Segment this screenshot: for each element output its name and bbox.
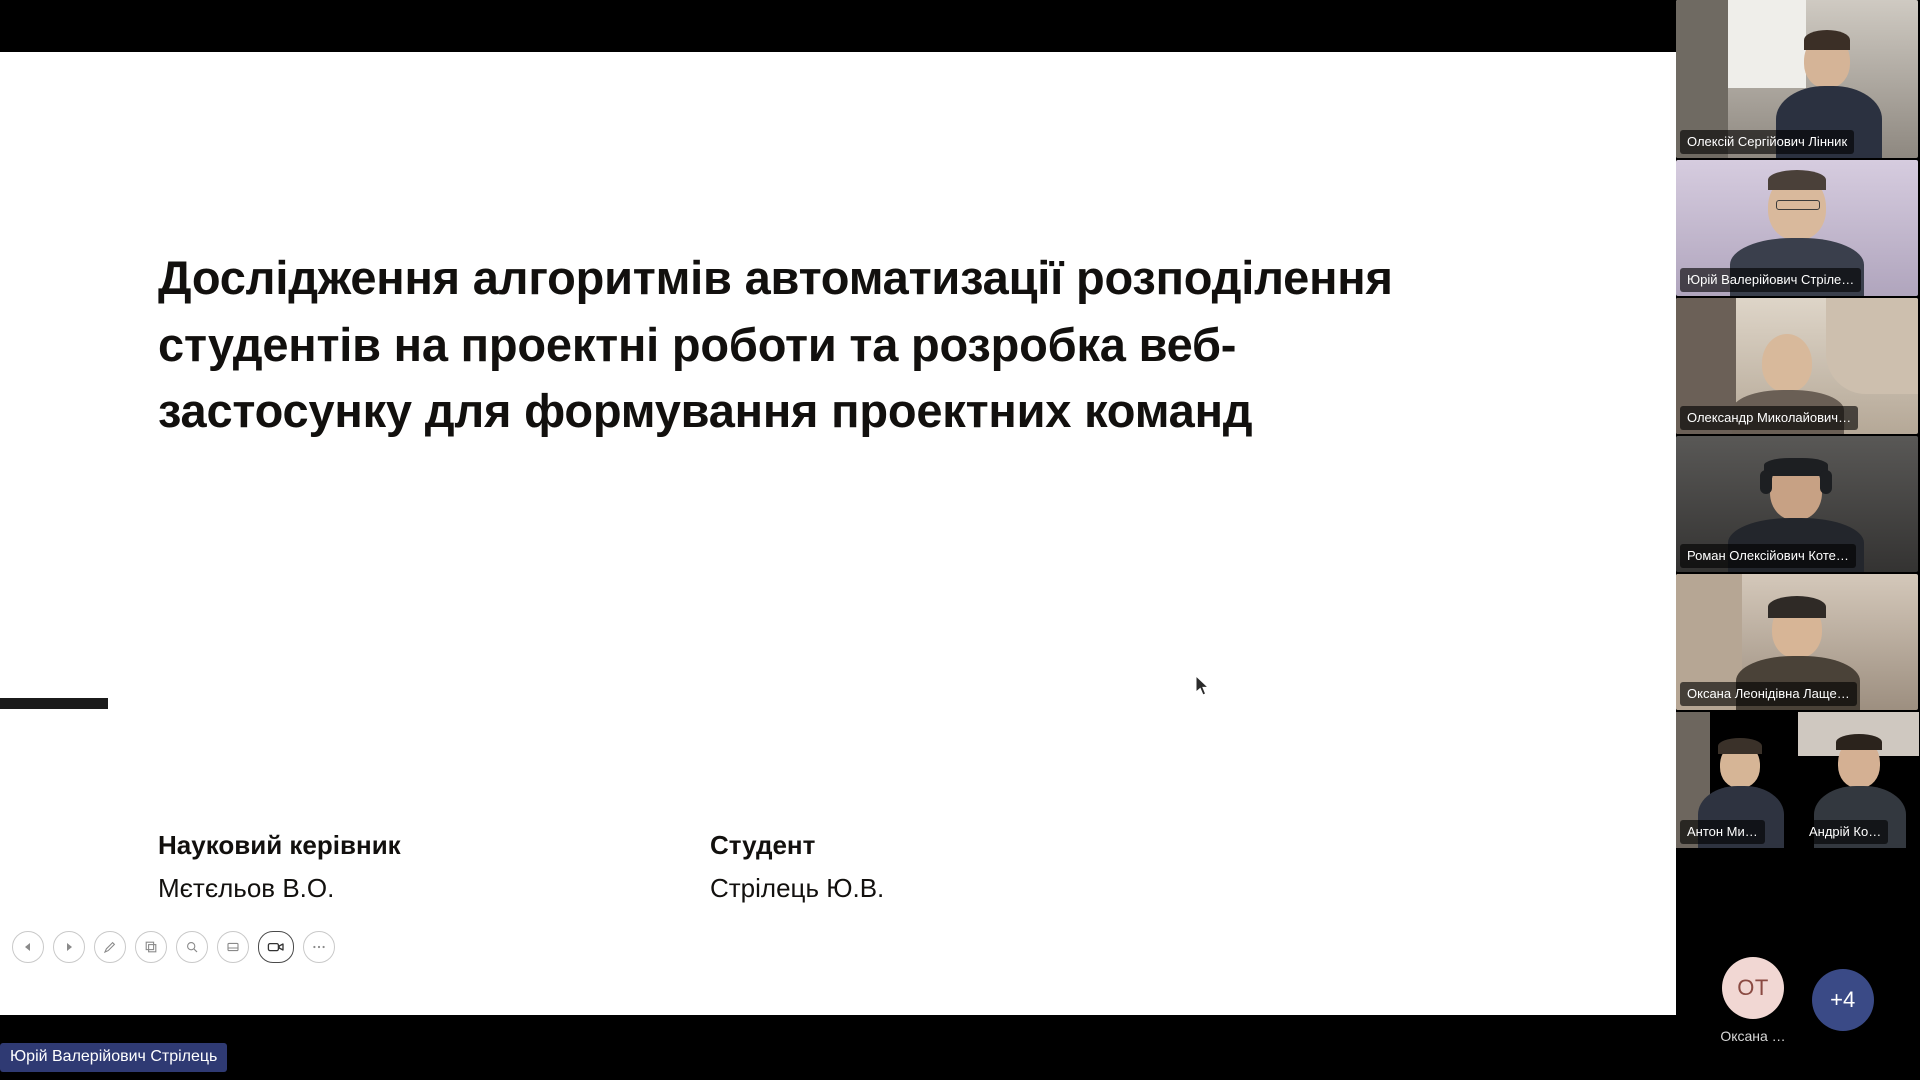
slide-credits [158, 830, 1262, 904]
slide-accent-rule [0, 698, 108, 709]
participant-name-chip: Оксана Леонідівна Лаще… [1680, 682, 1857, 706]
participant-name-chip: Андрій Ко… [1802, 820, 1888, 844]
participant-name-chip: Антон Ми… [1680, 820, 1765, 844]
previous-slide-button[interactable] [12, 931, 44, 963]
camera-button[interactable] [258, 931, 294, 963]
avatar-label: Оксана … [1720, 1027, 1786, 1044]
notes-button[interactable] [217, 931, 249, 963]
camera-icon [267, 941, 285, 953]
pen-icon [103, 940, 117, 954]
participant-rail-footer [1676, 920, 1918, 1080]
triangle-right-icon [63, 941, 75, 953]
participant-rail [1676, 0, 1920, 1080]
participant-tile[interactable] [1676, 298, 1918, 434]
ellipsis-icon [311, 944, 327, 950]
participant-name-chip: Роман Олексійович Коте… [1680, 544, 1856, 568]
slides-overview-button[interactable] [135, 931, 167, 963]
participant-tile[interactable] [1676, 160, 1918, 296]
credit-role-label: Студент [710, 830, 816, 860]
participant-tile[interactable] [1798, 712, 1919, 848]
participant-name-chip: Юрій Валерійович Стріле… [1680, 268, 1861, 292]
pen-tool-button[interactable] [94, 931, 126, 963]
slide-title: Дослідження алгоритмів автоматизації розподілення студентів на проектні роботи та розробка веб-застосунку для формування проектних команд [158, 251, 1393, 438]
participant-overflow-button[interactable]: +4 [1812, 969, 1874, 1031]
credit-name-value: Мєтєльов В.О. [158, 873, 335, 903]
avatar: ОТ [1722, 957, 1784, 1019]
credit-role-label: Науковий керівник [158, 830, 401, 860]
credit-student [710, 830, 1262, 904]
participant-name-chip: Олексій Сергійович Лінник [1680, 130, 1854, 154]
active-speaker-chip: Юрій Валерійович Стрілець [0, 1043, 227, 1072]
credit-name-value: Стрілець Ю.В. [710, 873, 885, 903]
zoom-tool-button[interactable] [176, 931, 208, 963]
slides-icon [144, 940, 158, 954]
participant-name-chip: Олександр Миколайович… [1680, 406, 1858, 430]
magnifier-icon [185, 940, 199, 954]
more-options-button[interactable] [303, 931, 335, 963]
participant-tile[interactable] [1676, 436, 1918, 572]
notes-icon [226, 940, 240, 954]
participant-tile[interactable] [1676, 0, 1918, 158]
presentation-slide [0, 52, 1676, 1015]
credit-supervisor [158, 830, 710, 904]
next-slide-button[interactable] [53, 931, 85, 963]
participant-avatar-tile[interactable] [1720, 957, 1785, 1044]
participant-tile[interactable] [1676, 712, 1797, 848]
triangle-left-icon [22, 941, 34, 953]
participant-tile[interactable] [1676, 574, 1918, 710]
presenter-toolbar[interactable] [8, 927, 335, 967]
